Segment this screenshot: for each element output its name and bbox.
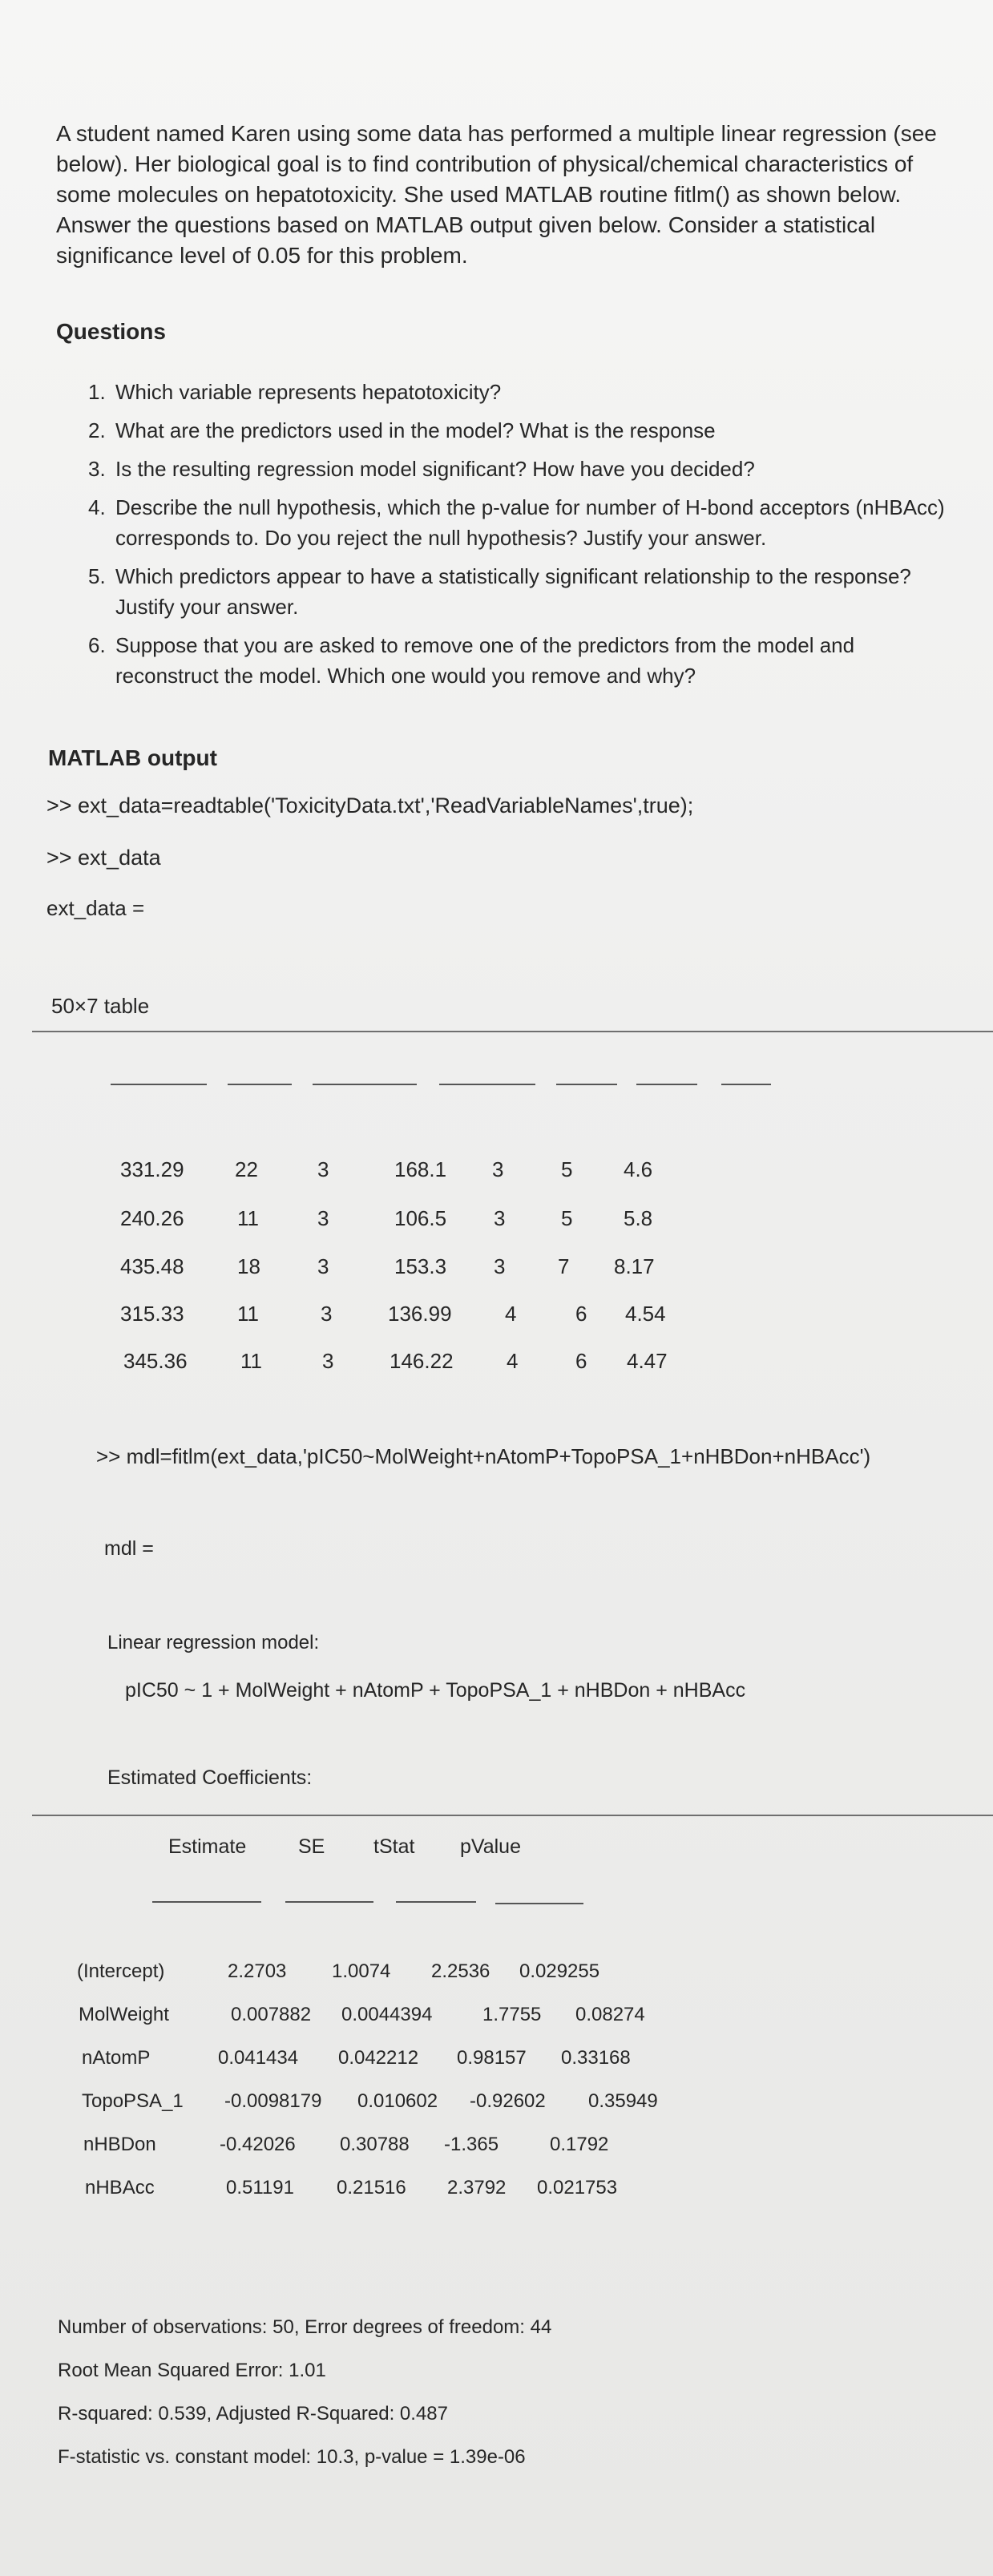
table-cell: 315.33	[120, 1302, 184, 1326]
rmse-summary: Root Mean Squared Error: 1.01	[58, 2360, 326, 2381]
column-underline	[313, 1084, 417, 1085]
table-cell: 146.22	[390, 1349, 454, 1373]
question-item	[88, 377, 946, 407]
column-header-estimate: Estimate	[168, 1835, 247, 1858]
table-cell: 18	[237, 1254, 260, 1278]
coefficient-se: 0.042212	[338, 2047, 419, 2069]
fstatistic-summary: F-statistic vs. constant model: 10.3, p-value = 1.39e-06	[58, 2446, 526, 2468]
table-cell: 5	[561, 1206, 573, 1230]
coefficient-tstat: 1.7755	[482, 2004, 542, 2025]
question-text: Is the resulting regression model significant? How have you decided?	[115, 457, 755, 481]
coefficient-tstat: 2.3792	[447, 2177, 507, 2198]
question-number: 2.	[88, 418, 106, 442]
coefficient-estimate: -0.42026	[220, 2134, 296, 2155]
model-formula: pIC50 ~ 1 + MolWeight + nAtomP + TopoPSA_1 + nHBDon + nHBAcc	[125, 1679, 746, 1702]
model-assignment: mdl =	[104, 1537, 154, 1560]
table-cell: 4	[507, 1349, 519, 1373]
question-text: Suppose that you are asked to remove one of the predictors from the model and reconstruct the model. Which one would you remove and why?	[115, 633, 855, 688]
table-cell: 4.54	[625, 1302, 666, 1326]
questions-list	[88, 377, 946, 699]
table-cell: 7	[558, 1254, 570, 1278]
table-cell: 153.3	[394, 1254, 447, 1278]
coefficient-estimate: 0.007882	[231, 2004, 312, 2025]
table-cell: 6	[575, 1349, 587, 1373]
question-item	[88, 630, 946, 691]
table-cell: 3	[492, 1157, 504, 1181]
question-text: Which variable represents hepatotoxicity?	[115, 380, 502, 404]
table-cell: 435.48	[120, 1254, 184, 1278]
coefficient-name: TopoPSA_1	[82, 2090, 184, 2112]
coefficient-estimate: 2.2703	[228, 1960, 287, 1982]
table-cell: 4.6	[624, 1157, 653, 1181]
question-number: 3.	[88, 457, 106, 481]
table-cell: 4	[505, 1302, 517, 1326]
question-number: 6.	[88, 633, 106, 657]
question-text: Describe the null hypothesis, which the p-value for number of H-bond acceptors (nHBAcc) corresponds to. Do you reject the null hypothesis? Justify your answer.	[115, 495, 945, 550]
table-cell: 3	[494, 1254, 506, 1278]
coefficient-se: 0.30788	[340, 2134, 410, 2155]
column-underline	[111, 1084, 207, 1085]
question-item	[88, 492, 946, 553]
question-number: 5.	[88, 564, 106, 588]
question-number: 4.	[88, 495, 106, 519]
table-cell: 345.36	[123, 1349, 188, 1373]
readtable-command: >> ext_data=readtable('ToxicityData.txt','ReadVariableNames',true);	[46, 793, 694, 818]
coefficient-pvalue: 0.08274	[575, 2004, 645, 2025]
table-cell: 22	[235, 1157, 258, 1181]
coefficient-name: nHBAcc	[85, 2177, 155, 2198]
coefficient-estimate: 0.041434	[218, 2047, 299, 2069]
question-item	[88, 415, 946, 446]
table-cell: 5.8	[624, 1206, 653, 1230]
column-underline	[721, 1084, 771, 1085]
coefficient-name: nHBDon	[83, 2134, 156, 2155]
question-text: What are the predictors used in the model? What is the response	[115, 418, 716, 442]
table-cell: 240.26	[120, 1206, 184, 1230]
table-cell: 3	[322, 1349, 334, 1373]
column-header-se: SE	[298, 1835, 325, 1858]
rsquared-summary: R-squared: 0.539, Adjusted R-Squared: 0.487	[58, 2403, 448, 2425]
coefficient-se: 0.010602	[357, 2090, 438, 2112]
show-command: >> ext_data	[46, 846, 161, 870]
fitlm-command: >> mdl=fitlm(ext_data,'pIC50~MolWeight+nAtomP+TopoPSA_1+nHBDon+nHBAcc')	[96, 1444, 871, 1468]
coefficient-estimate: 0.51191	[226, 2177, 294, 2198]
coefficient-pvalue: 0.33168	[561, 2047, 631, 2069]
coefficient-tstat: -0.92602	[470, 2090, 546, 2112]
coefficient-pvalue: 0.1792	[550, 2134, 609, 2155]
divider-line	[32, 1031, 993, 1032]
column-underline	[556, 1084, 617, 1085]
table-cell: 331.29	[120, 1157, 184, 1181]
coefficient-se: 0.0044394	[341, 2004, 433, 2025]
column-underline	[228, 1084, 292, 1085]
coefficient-name: MolWeight	[79, 2004, 169, 2025]
question-item	[88, 561, 946, 622]
coefficient-pvalue: 0.021753	[537, 2177, 618, 2198]
coefficients-heading: Estimated Coefficients:	[107, 1766, 313, 1789]
table-cell: 8.17	[614, 1254, 655, 1278]
column-underline	[495, 1903, 583, 1904]
table-cell: 106.5	[394, 1206, 447, 1230]
table-cell: 3	[317, 1206, 329, 1230]
question-text: Which predictors appear to have a statistically significant relationship to the response? Justify your answer.	[115, 564, 911, 619]
problem-statement: A student named Karen using some data has performed a multiple linear regression (see below). Her biological goal is to find contribution of physical/chemical characteristics of some molecules on hepatotoxicity. She used MATLAB routine fitlm() as shown below. Answer the questions based on MATLAB output given below. Consider a statistical significance level of 0.05 for this problem.	[56, 121, 937, 268]
table-cell: 11	[237, 1206, 259, 1230]
coefficient-estimate: -0.0098179	[224, 2090, 322, 2112]
question-number: 1.	[88, 380, 106, 404]
table-cell: 3	[494, 1206, 506, 1230]
coefficient-tstat: 0.98157	[457, 2047, 527, 2069]
table-cell: 3	[317, 1157, 329, 1181]
table-size-label: 50×7 table	[51, 994, 150, 1018]
table-cell: 168.1	[394, 1157, 447, 1181]
table-cell: 3	[321, 1302, 333, 1326]
model-title: Linear regression model:	[107, 1632, 320, 1653]
column-header-tstat: tStat	[373, 1835, 415, 1858]
coefficient-pvalue: 0.029255	[519, 1960, 600, 1982]
column-underline	[439, 1084, 535, 1085]
table-cell: 136.99	[388, 1302, 452, 1326]
variable-assignment: ext_data =	[46, 896, 145, 920]
table-cell: 5	[561, 1157, 573, 1181]
question-item	[88, 454, 946, 484]
table-cell: 6	[575, 1302, 587, 1326]
questions-heading: Questions	[56, 319, 166, 344]
coefficient-tstat: 2.2536	[431, 1960, 490, 1982]
coefficient-se: 1.0074	[332, 1960, 391, 1982]
coefficient-name: (Intercept)	[77, 1960, 165, 1982]
coefficient-name: nAtomP	[82, 2047, 151, 2069]
table-cell: 4.47	[627, 1349, 668, 1373]
coefficient-pvalue: 0.35949	[588, 2090, 658, 2112]
column-underline	[396, 1901, 476, 1903]
column-underline	[152, 1901, 261, 1903]
table-cell: 11	[237, 1302, 259, 1326]
table-cell: 11	[240, 1349, 262, 1373]
coefficient-tstat: -1.365	[444, 2134, 499, 2155]
column-underline	[285, 1901, 373, 1903]
table-cell: 3	[317, 1254, 329, 1278]
observations-summary: Number of observations: 50, Error degrees of freedom: 44	[58, 2316, 552, 2338]
matlab-output-heading: MATLAB output	[48, 745, 217, 770]
column-underline	[636, 1084, 697, 1085]
column-header-pvalue: pValue	[460, 1835, 521, 1858]
divider-line	[32, 1815, 993, 1816]
coefficient-se: 0.21516	[337, 2177, 406, 2198]
